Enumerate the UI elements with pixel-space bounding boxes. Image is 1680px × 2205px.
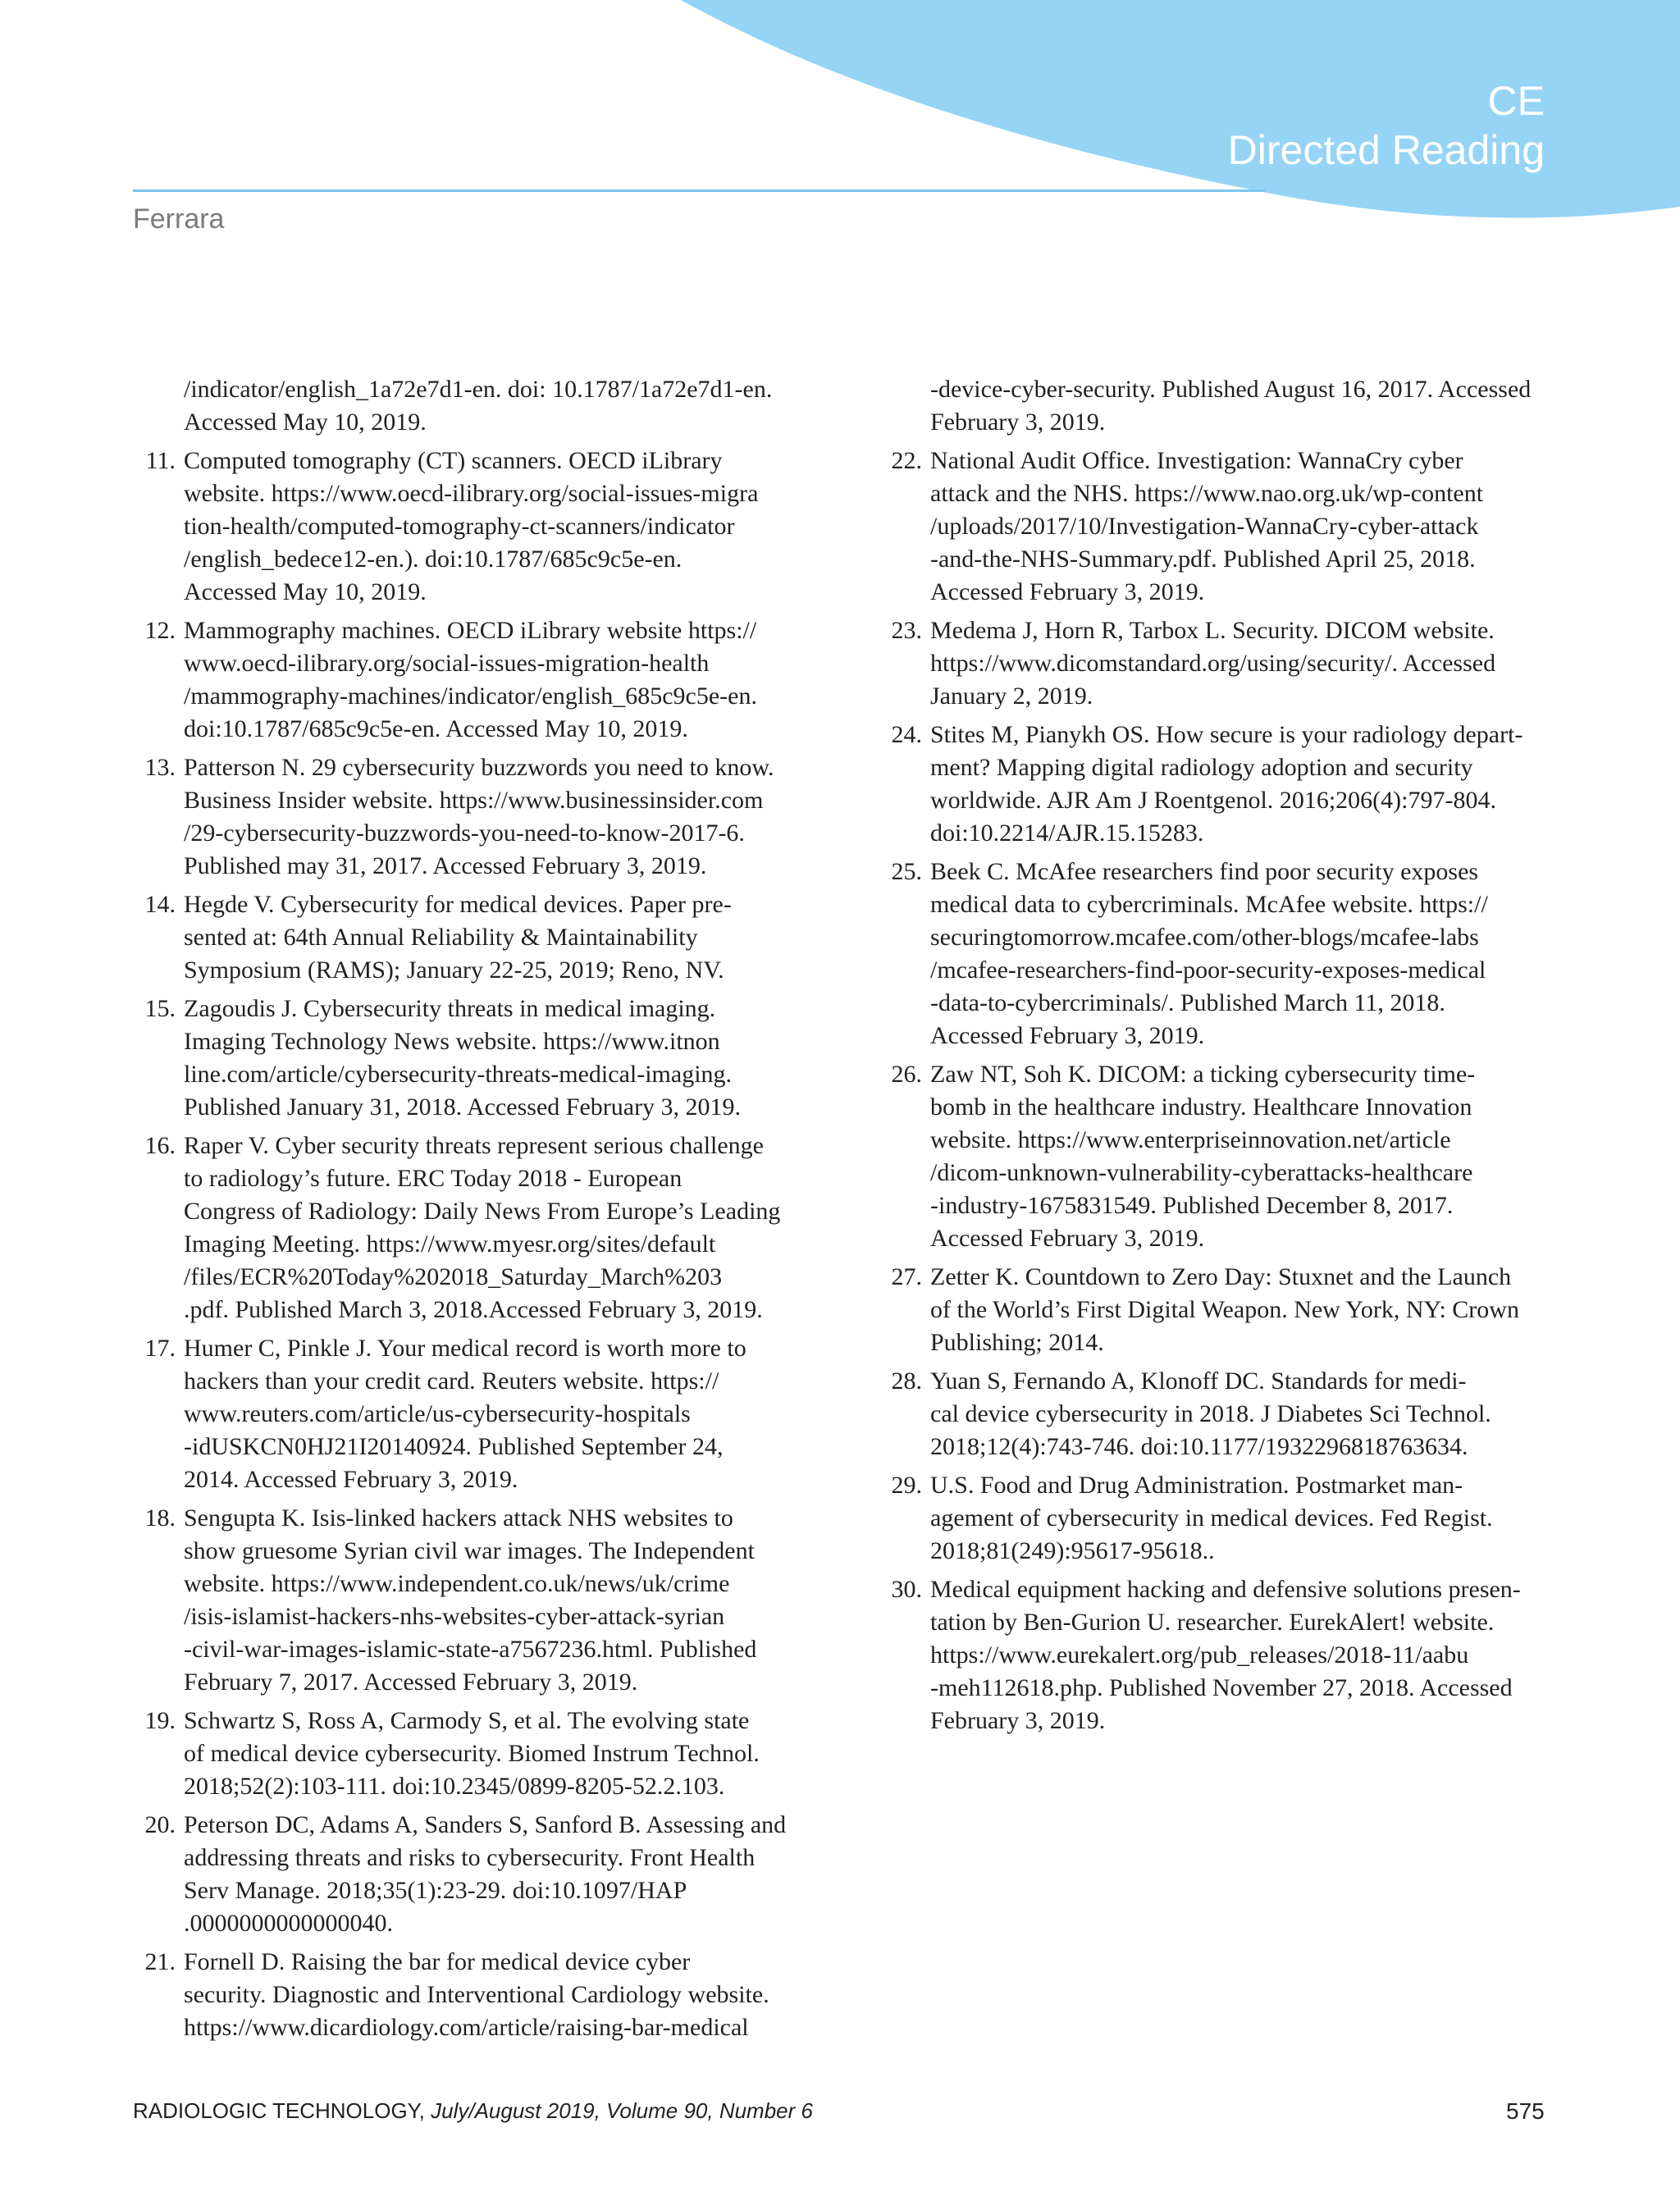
footer-journal-name: RADIOLOGIC TECHNOLOGY, <box>133 2098 431 2123</box>
reference-text: Medema J, Horn R, Tarbox L. Security. DICOM website. https://www.dicomstandard.org/using/security/. Accessed January 2, 2019. <box>930 617 1496 710</box>
reference-text: Raper V. Cyber security threats represent serious challenge to radiology’s future. ERC Today 2018 - European Congress of Radiology: Daily News From Europe’s Leading Imaging Meeting. https://www.myesr.org/sites/default /files/ECR%20Today%202018_Saturday_March%203 .pdf. Published March 3, 2018.Accessed February 3, 2019. <box>184 1132 781 1323</box>
reference-number: 14. <box>144 891 176 918</box>
reference-item <box>879 1058 1557 1255</box>
reference-item <box>133 1705 806 1803</box>
reference-item <box>879 719 1557 850</box>
reference-item <box>879 1573 1557 1737</box>
reference-number: 15. <box>144 995 176 1022</box>
reference-number: 17. <box>144 1335 176 1362</box>
reference-text: Yuan S, Fernando A, Klonoff DC. Standards for medi- cal device cybersecurity in 2018. J Diabetes Sci Technol. 2018;12(4):743-746. doi:10.1177/1932296818763634. <box>930 1367 1491 1460</box>
reference-number: 19. <box>144 1707 176 1734</box>
ce-label: CE <box>1487 78 1545 124</box>
directed-reading-label: Directed Reading <box>1227 127 1545 173</box>
references-right-column <box>879 373 1557 1743</box>
header-rule <box>133 189 1265 192</box>
reference-number: 25. <box>891 858 922 885</box>
footer-journal <box>133 2098 813 2124</box>
author-running-head: Ferrara <box>133 203 225 235</box>
reference-item <box>879 856 1557 1052</box>
reference-text: -device-cyber-security. Published August 16, 2017. Accessed February 3, 2019. <box>930 376 1532 436</box>
reference-number: 23. <box>891 617 922 644</box>
reference-item <box>879 445 1557 609</box>
reference-number: 18. <box>144 1504 176 1532</box>
reference-number: 30. <box>891 1576 922 1603</box>
reference-item <box>879 1469 1557 1568</box>
reference-text: U.S. Food and Drug Administration. Postmarket man- agement of cybersecurity in medical devices. Fed Regist. 2018;81(249):95617-95618.. <box>930 1472 1493 1564</box>
reference-text: Fornell D. Raising the bar for medical device cyber security. Diagnostic and Interventional Cardiology website. https://www.dicardiology.com/article/raising-bar-medical <box>184 1948 769 2041</box>
header-banner <box>0 0 1680 221</box>
reference-text: Hegde V. Cybersecurity for medical devices. Paper pre- sented at: 64th Annual Reliability & Maintainability Symposium (RAMS); January 22-25, 2019; Reno, NV. <box>184 891 732 984</box>
reference-text: Beek C. McAfee researchers find poor security exposes medical data to cybercriminals. McAfee website. https:// securingtomorrow.mcafee.com/other-blogs/mcafee-labs /mcafee-researchers-find-poor-security-exposes-medical -data-to-cybercriminals/. Published March 11, 2018. Accessed February 3, 2019. <box>930 858 1488 1049</box>
reference-item <box>133 751 806 883</box>
footer-issue: July/August 2019, Volume 90, Number 6 <box>431 2098 813 2123</box>
reference-number: 27. <box>891 1263 922 1290</box>
reference-number: 20. <box>144 1811 176 1838</box>
reference-item <box>133 1946 806 2044</box>
reference-item <box>133 1809 806 1940</box>
reference-text: Zagoudis J. Cybersecurity threats in medical imaging. Imaging Technology News website. https://www.itnon line.com/article/cybersecurity-threats-medical-imaging. Published January 31, 2018. Accessed February 3, 2019. <box>184 995 742 1121</box>
reference-item <box>133 1332 806 1496</box>
reference-text: Humer C, Pinkle J. Your medical record is worth more to hackers than your credit card. Reuters website. https:// www.reuters.com/article/us-cybersecurity-hospitals -idUSKCN0HJ21I20140924. Published September 24, 2014. Accessed February 3, 2019. <box>184 1335 746 1493</box>
page-number: 575 <box>1506 2098 1545 2124</box>
reference-text: Mammography machines. OECD iLibrary website https:// www.oecd-ilibrary.org/social-issues-migration-health /mammography-machines/indicator/english_685c9c5e-en. doi:10.1787/685c9c5e-en. Accessed May 10, 2019. <box>184 617 757 742</box>
reference-item <box>879 1261 1557 1359</box>
reference-number: 11. <box>145 447 176 474</box>
reference-item <box>133 1130 806 1326</box>
reference-text: Patterson N. 29 cybersecurity buzzwords you need to know. Business Insider website. https://www.businessinsider.com /29-cybersecurity-buzzwords-you-need-to-know-2017-6. Published may 31, 2017. Accessed February 3, 2019. <box>184 754 774 879</box>
reference-text: National Audit Office. Investigation: WannaCry cyber attack and the NHS. https://www.nao.org.uk/wp-content /uploads/2017/10/Investigation-WannaCry-cyber-attack -and-the-NHS-Summary.pdf. Published April 25, 2018. Accessed February 3, 2019. <box>930 447 1484 605</box>
reference-number: 29. <box>891 1472 922 1499</box>
reference-text: Zetter K. Countdown to Zero Day: Stuxnet and the Launch of the World’s First Digital Weapon. New York, NY: Crown Publishing; 2014. <box>930 1263 1519 1356</box>
reference-item <box>133 445 806 609</box>
reference-number: 28. <box>891 1367 922 1395</box>
reference-text: Computed tomography (CT) scanners. OECD iLibrary website. https://www.oecd-ilibrary.org/social-issues-migra tion-health/computed-tomography-ct-scanners/indicator /english_bedece12-en.). doi:10.1787/685c9c5e-en. Accessed May 10, 2019. <box>184 447 759 605</box>
reference-number: 22. <box>891 447 922 474</box>
reference-item <box>879 614 1557 713</box>
reference-text: Zaw NT, Soh K. DICOM: a ticking cybersecurity time- bomb in the healthcare industry. Healthcare Innovation website. https://www.enterpriseinnovation.net/article /dicom-unknown-vulnerability-cyberattacks-healthcare -industry-1675831549. Published December 8, 2017. Accessed February 3, 2019. <box>930 1061 1476 1252</box>
reference-number: 13. <box>144 754 176 781</box>
reference-number: 26. <box>891 1061 922 1088</box>
reference-text: Peterson DC, Adams A, Sanders S, Sanford B. Assessing and addressing threats and risks to cybersecurity. Front Health Serv Manage. 2018;35(1):23-29. doi:10.1097/HAP .0000000000000040. <box>184 1811 787 1937</box>
reference-number: 16. <box>144 1132 176 1159</box>
reference-item <box>879 1365 1557 1463</box>
reference-text: Sengupta K. Isis-linked hackers attack NHS websites to show gruesome Syrian civil war images. The Independent website. https://www.independent.co.uk/news/uk/crime /isis-islamist-hackers-nhs-websites-cyber-attack-syrian -civil-war-images-islamic-state-a7567236.html. Published February 7, 2017. Accessed February 3, 2019. <box>184 1504 757 1696</box>
reference-item <box>133 993 806 1124</box>
reference-text: Stites M, Pianykh OS. How secure is your radiology depart- ment? Mapping digital radiology adoption and security worldwide. AJR Am J Roentgenol. 2016;206(4):797-804. doi:10.2214/AJR.15.15283. <box>930 721 1523 847</box>
reference-item <box>133 1502 806 1699</box>
reference-number: 21. <box>144 1948 176 1975</box>
references-left-column <box>133 373 806 2050</box>
reference-number: 12. <box>144 617 176 644</box>
reference-text: Medical equipment hacking and defensive solutions presen- tation by Ben-Gurion U. researcher. EurekAlert! website. https://www.eurekalert.org/pub_releases/2018-11/aabu -meh112618.php. Published November 27, 2018. Accessed February 3, 2019. <box>930 1576 1521 1734</box>
reference-text: Schwartz S, Ross A, Carmody S, et al. The evolving state of medical device cybersecurity. Biomed Instrum Technol. 2018;52(2):103-111. doi:10.2345/0899-8205-52.2.103. <box>184 1707 760 1800</box>
reference-item <box>133 373 806 439</box>
reference-item <box>133 888 806 987</box>
reference-number: 24. <box>891 721 922 748</box>
reference-text: /indicator/english_1a72e7d1-en. doi: 10.1787/1a72e7d1-en. Accessed May 10, 2019. <box>184 376 773 436</box>
reference-item <box>879 373 1557 439</box>
reference-item <box>133 614 806 746</box>
